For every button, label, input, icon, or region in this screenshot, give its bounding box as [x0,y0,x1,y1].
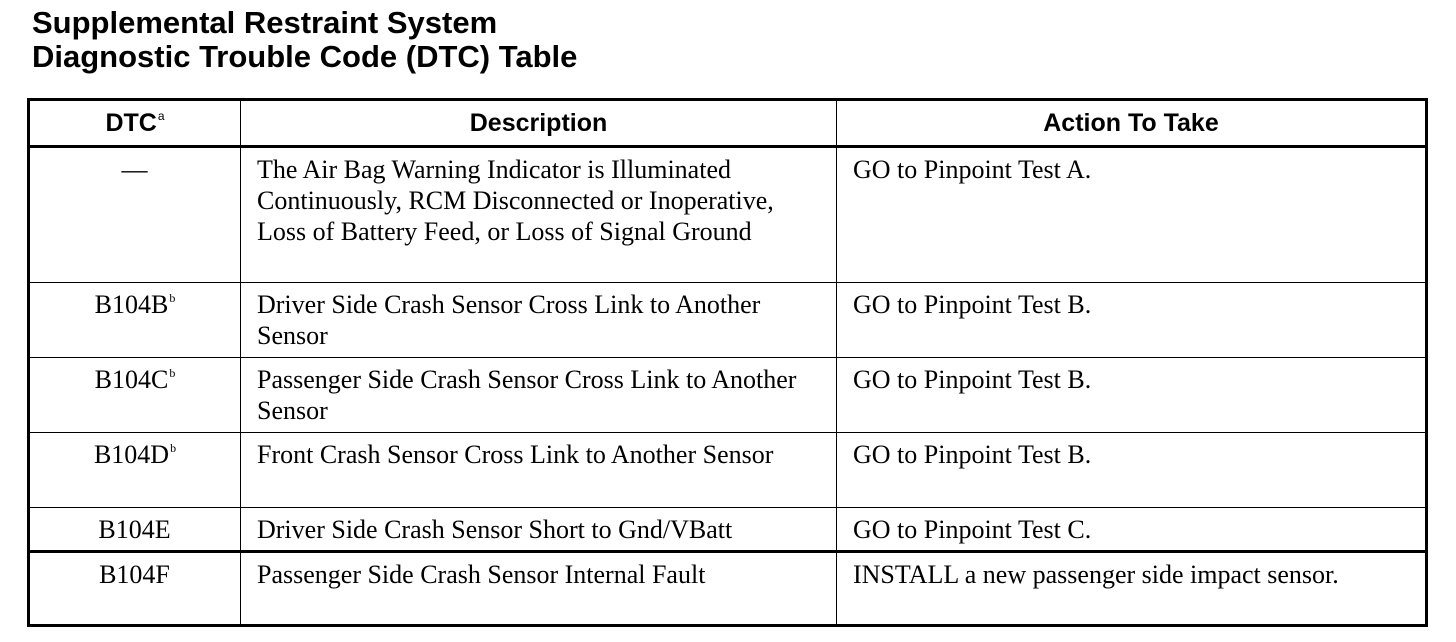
table-header-row [29,100,1427,147]
cell-dtc [29,283,241,358]
dtc-code: B104B [94,290,169,319]
cell-dtc [29,147,241,283]
title-line-2: Diagnostic Trouble Code (DTC) Table [32,39,578,74]
table-row [29,358,1427,433]
cell-action: GO to Pinpoint Test B. [837,433,1427,508]
cell-description: Driver Side Crash Sensor Short to Gnd/VBatt [241,508,837,552]
dtc-code: B104E [98,515,171,544]
table-row [29,552,1427,626]
table-row [29,508,1427,552]
cell-action: GO to Pinpoint Test B. [837,283,1427,358]
cell-description: Passenger Side Crash Sensor Cross Link to Another Sensor [241,358,837,433]
cell-description: Passenger Side Crash Sensor Internal Fault [241,552,837,626]
cell-description: The Air Bag Warning Indicator is Illuminated Continuously, RCM Disconnected or Inoperative, Loss of Battery Feed, or Loss of Signal Ground [241,147,837,283]
table-row [29,147,1427,283]
dtc-code: B104C [94,365,169,394]
cell-description: Front Crash Sensor Cross Link to Another Sensor [241,433,837,508]
header-dtc [29,100,241,147]
dtc-footnote: b [169,291,176,305]
dtc-code: B104D [93,440,170,469]
header-action: Action To Take [837,100,1427,147]
cell-action: GO to Pinpoint Test B. [837,358,1427,433]
header-dtc-footnote: a [157,108,165,123]
cell-action: INSTALL a new passenger side impact sensor. [837,552,1427,626]
dtc-footnote: b [169,366,176,380]
table-row [29,283,1427,358]
dtc-footnote: b [170,441,177,455]
cell-dtc [29,358,241,433]
table-row [29,433,1427,508]
cell-dtc [29,433,241,508]
cell-dtc [29,552,241,626]
dtc-code: B104F [99,560,170,589]
cell-dtc [29,508,241,552]
page-title [32,6,577,74]
cell-action: GO to Pinpoint Test A. [837,147,1427,283]
header-description: Description [241,100,837,147]
cell-description: Driver Side Crash Sensor Cross Link to Another Sensor [241,283,837,358]
header-dtc-label: DTC [105,108,157,137]
title-line-1: Supplemental Restraint System [32,5,498,40]
dtc-code: — [121,155,148,184]
dtc-table [27,98,1428,627]
cell-action: GO to Pinpoint Test C. [837,508,1427,552]
